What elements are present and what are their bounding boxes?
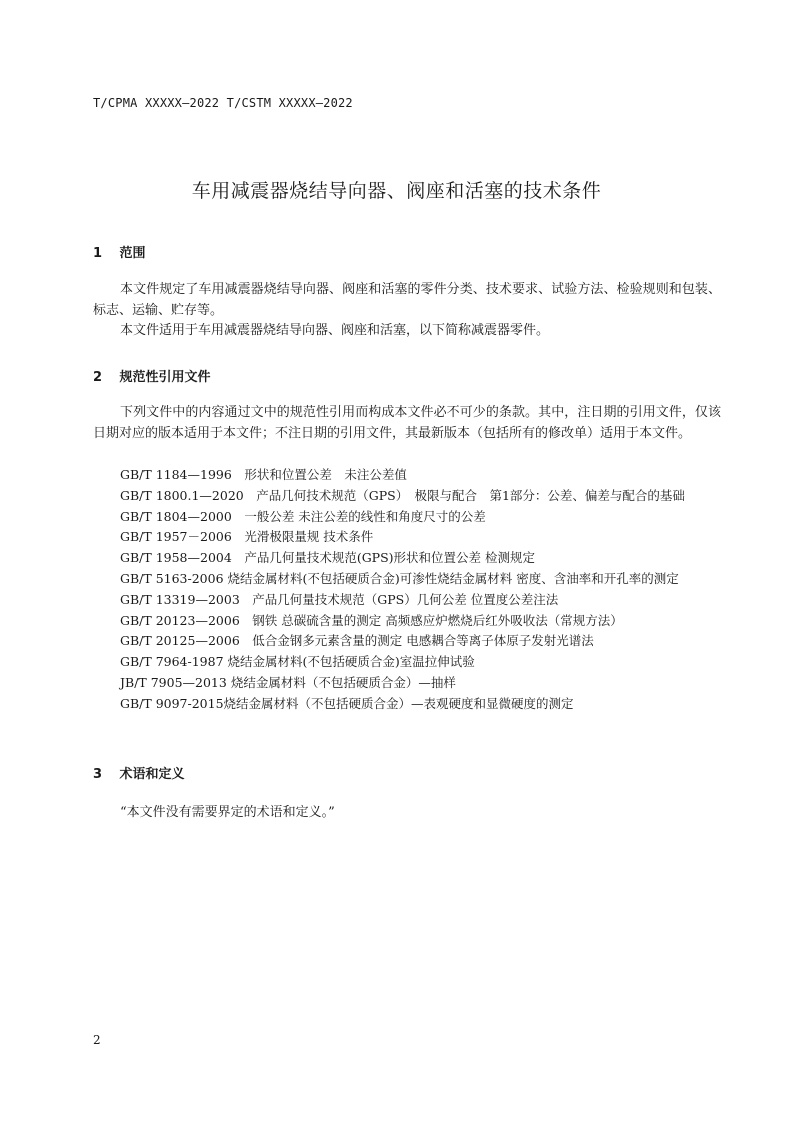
- reference-item: GB/T 9097-2015烧结金属材料（不包括硬质合金）—表观硬度和显微硬度的测定: [120, 695, 574, 711]
- scope-paragraph-1: 本文件规定了车用减震器烧结导向器、阀座和活塞的零件分类、技术要求、试验方法、检验规则和包装、标志、运输、贮存等。: [93, 282, 721, 318]
- section-title: 规范性引用文件: [119, 370, 211, 385]
- document-title: 车用减震器烧结导向器、阀座和活塞的技术条件: [191, 180, 602, 202]
- scope-paragraph-2: 本文件适用于车用减震器烧结导向器、阀座和活塞，以下简称减震器零件。: [120, 323, 550, 338]
- reference-item: GB/T 1184—1996 形状和位置公差 未注公差值: [120, 467, 407, 482]
- references-intro-paragraph: 下列文件中的内容通过文中的规范性引用而构成本文件必不可少的条款。其中，注日期的引用文件，仅该日期对应的版本适用于本文件；不注日期的引用文件，其最新版本（包括所有的修改单）适用于本文件。: [93, 405, 721, 441]
- reference-item: GB/T 13319—2003 产品几何量技术规范（GPS）几何公差 位置度公差注法: [120, 591, 559, 607]
- reference-item: GB/T 1804—2000 一般公差 未注公差的线性和角度尺寸的公差: [120, 508, 486, 524]
- section-title: 术语和定义: [119, 767, 185, 782]
- reference-item: GB/T 5163-2006 烧结金属材料(不包括硬质合金)可渗性烧结金属材料 密度、含油率和开孔率的测定: [120, 570, 679, 586]
- section-number: 1: [93, 246, 103, 261]
- section-heading-normative-references: [93, 366, 211, 385]
- reference-item: JB/T 7905—2013 烧结金属材料（不包括硬质合金）—抽样: [120, 674, 456, 690]
- reference-item: GB/T 1800.1—2020 产品几何技术规范（GPS） 极限与配合 第1部分：公差、偏差与配合的基础: [120, 487, 685, 503]
- section-title: 范围: [119, 246, 146, 261]
- section-number: 2: [93, 370, 103, 385]
- section-number: 3: [93, 767, 103, 782]
- terms-statement: “本文件没有需要界定的术语和定义。”: [120, 805, 335, 820]
- section-heading-terms-definitions: [93, 763, 185, 782]
- reference-item: GB/T 1958—2004 产品几何量技术规范(GPS)形状和位置公差 检测规定: [120, 550, 536, 566]
- reference-item: GB/T 20125—2006 低合金钢多元素含量的测定 电感耦合等离子体原子发射光谱法: [120, 633, 594, 649]
- reference-item: GB/T 7964-1987 烧结金属材料(不包括硬质合金)室温拉伸试验: [120, 654, 475, 670]
- page-number: 2: [93, 1033, 101, 1047]
- reference-list: [93, 465, 721, 715]
- section-heading-scope: [93, 242, 146, 261]
- reference-item: GB/T 20123—2006 钢铁 总碳硫含量的测定 高频感应炉燃烧后红外吸收法（常规方法）: [120, 612, 623, 628]
- standard-code-header: T/CPMA XXXXX—2022 T/CSTM XXXXX—2022: [93, 96, 353, 110]
- reference-item: GB/T 1957－2006 光滑极限量规 技术条件: [120, 529, 374, 545]
